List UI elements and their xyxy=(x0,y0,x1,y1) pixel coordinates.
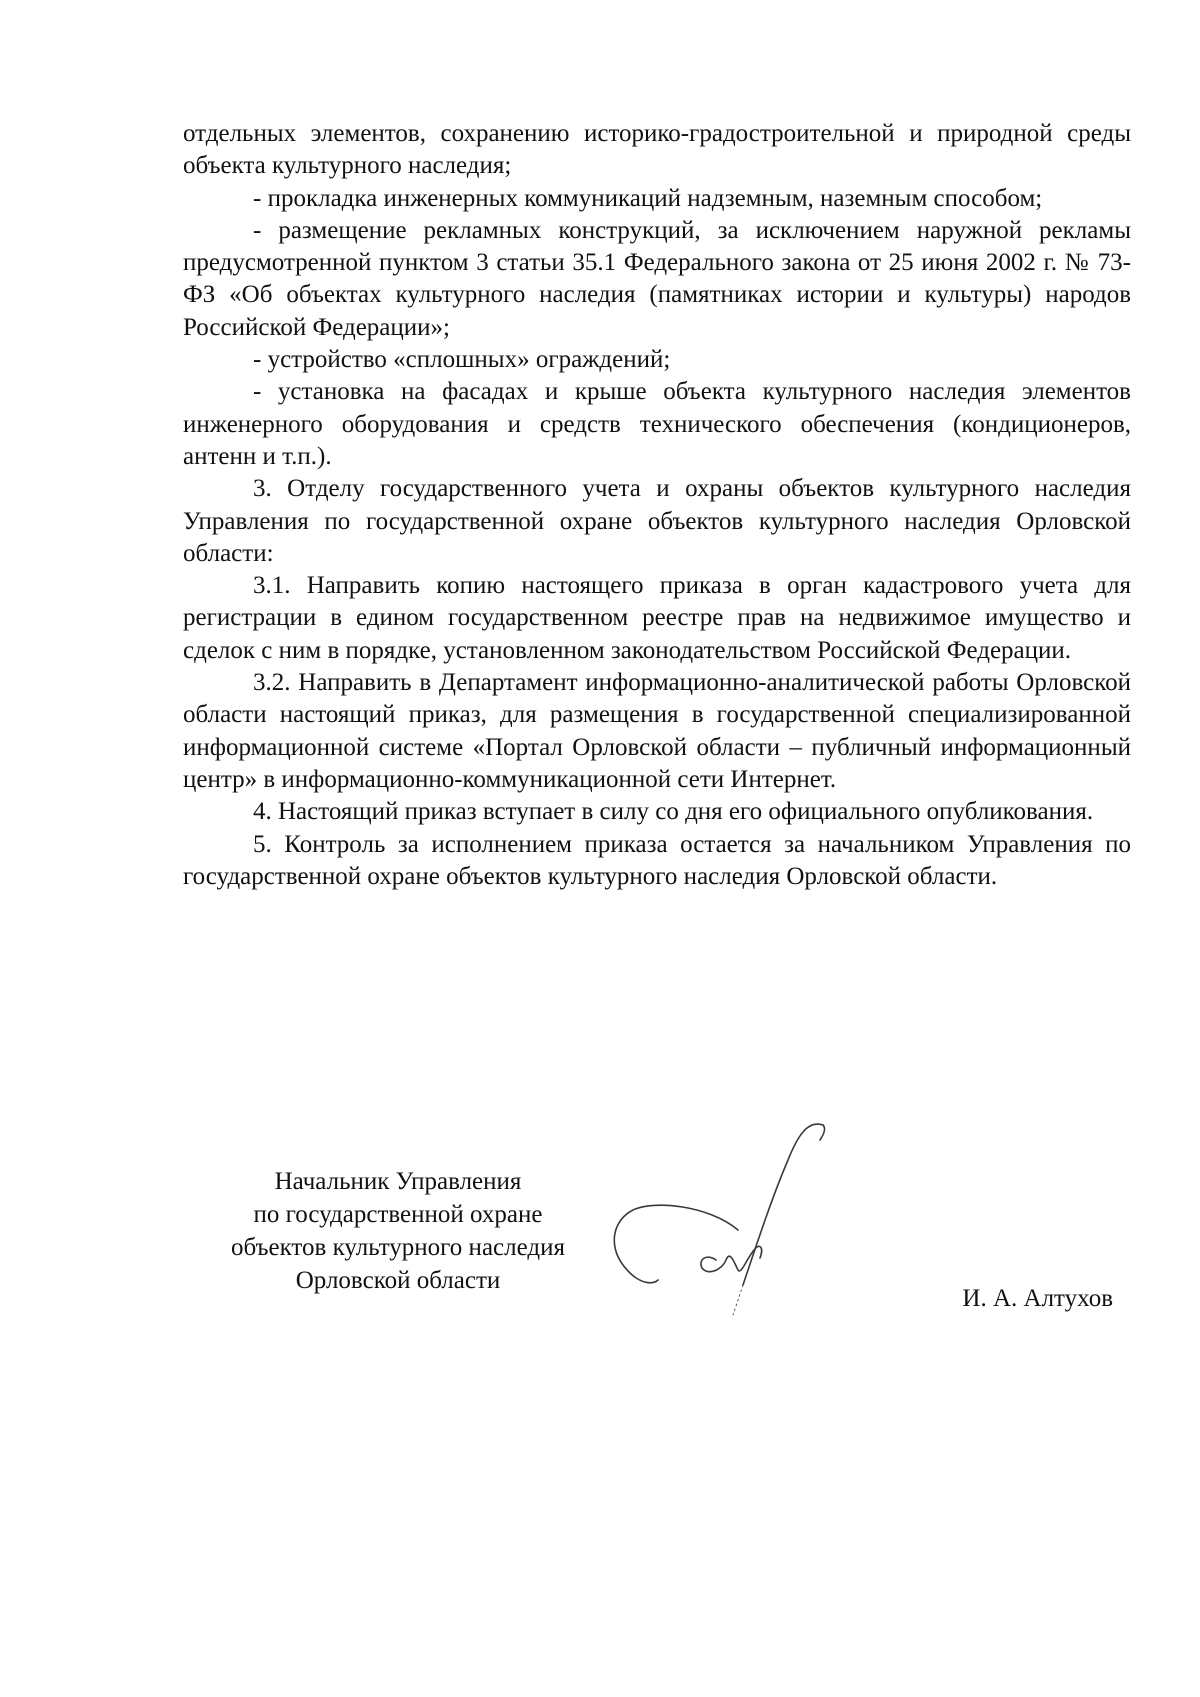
signer-position xyxy=(183,1165,613,1297)
paragraph-continuation: отдельных элементов, сохранению историко-градостроительной и природной среды объекта культурного наследия; xyxy=(183,120,1131,180)
signer-position-line: по государственной охране xyxy=(253,1201,543,1228)
paragraph-item-3-2: 3.2. Направить в Департамент информационно-аналитической работы Орловской области настоящий приказ, для размещения в государственной специализированной информационной системе «Портал Орловской области – публичный информационный центр» в информационно-коммуникационной сети Интернет. xyxy=(183,669,1131,793)
paragraph-list-item: - размещение рекламных конструкций, за исключением наружной рекламы предусмотренной пунктом 3 статьи 35.1 Федерального закона от 25 июня 2002 г. № 73-ФЗ «Об объектах культурного наследия (памятниках истории и культуры) народов Российской Федерации»; xyxy=(183,216,1131,341)
paragraph-item-4: 4. Настоящий приказ вступает в силу со дня его официального опубликования. xyxy=(253,798,1094,826)
paragraph-list-item: - установка на фасадах и крыше объекта культурного наследия элементов инженерного оборудования и средств технического обеспечения (кондиционеров, антенн и т.п.). xyxy=(183,378,1131,470)
paragraph-item-3: 3. Отделу государственного учета и охраны объектов культурного наследия Управления по государственной охране объектов культурного наследия Орловской области: xyxy=(183,475,1131,567)
paragraph-item-3-1: 3.1. Направить копию настоящего приказа в орган кадастрового учета для регистрации в едином государственном реестре прав на недвижимое имущество и сделок с ним в порядке, установленном законодательством Российской Федерации. xyxy=(183,572,1131,664)
signer-position-line: объектов культурного наследия xyxy=(231,1234,565,1261)
paragraph-list-item: - прокладка инженерных коммуникаций надземным, наземным способом; xyxy=(253,184,1043,212)
signer-name: И. А. Алтухов xyxy=(962,1285,1113,1312)
signature-block xyxy=(183,1165,1131,1325)
document-body xyxy=(183,118,1131,893)
signer-position-line: Начальник Управления xyxy=(274,1168,522,1195)
paragraph-item-5: 5. Контроль за исполнением приказа остается за начальником Управления по государственной охране объектов культурного наследия Орловской области. xyxy=(183,830,1131,890)
handwritten-signature xyxy=(598,1110,838,1330)
paragraph-list-item: - устройство «сплошных» ограждений; xyxy=(253,346,671,374)
signer-position-line: Орловской области xyxy=(295,1267,501,1294)
